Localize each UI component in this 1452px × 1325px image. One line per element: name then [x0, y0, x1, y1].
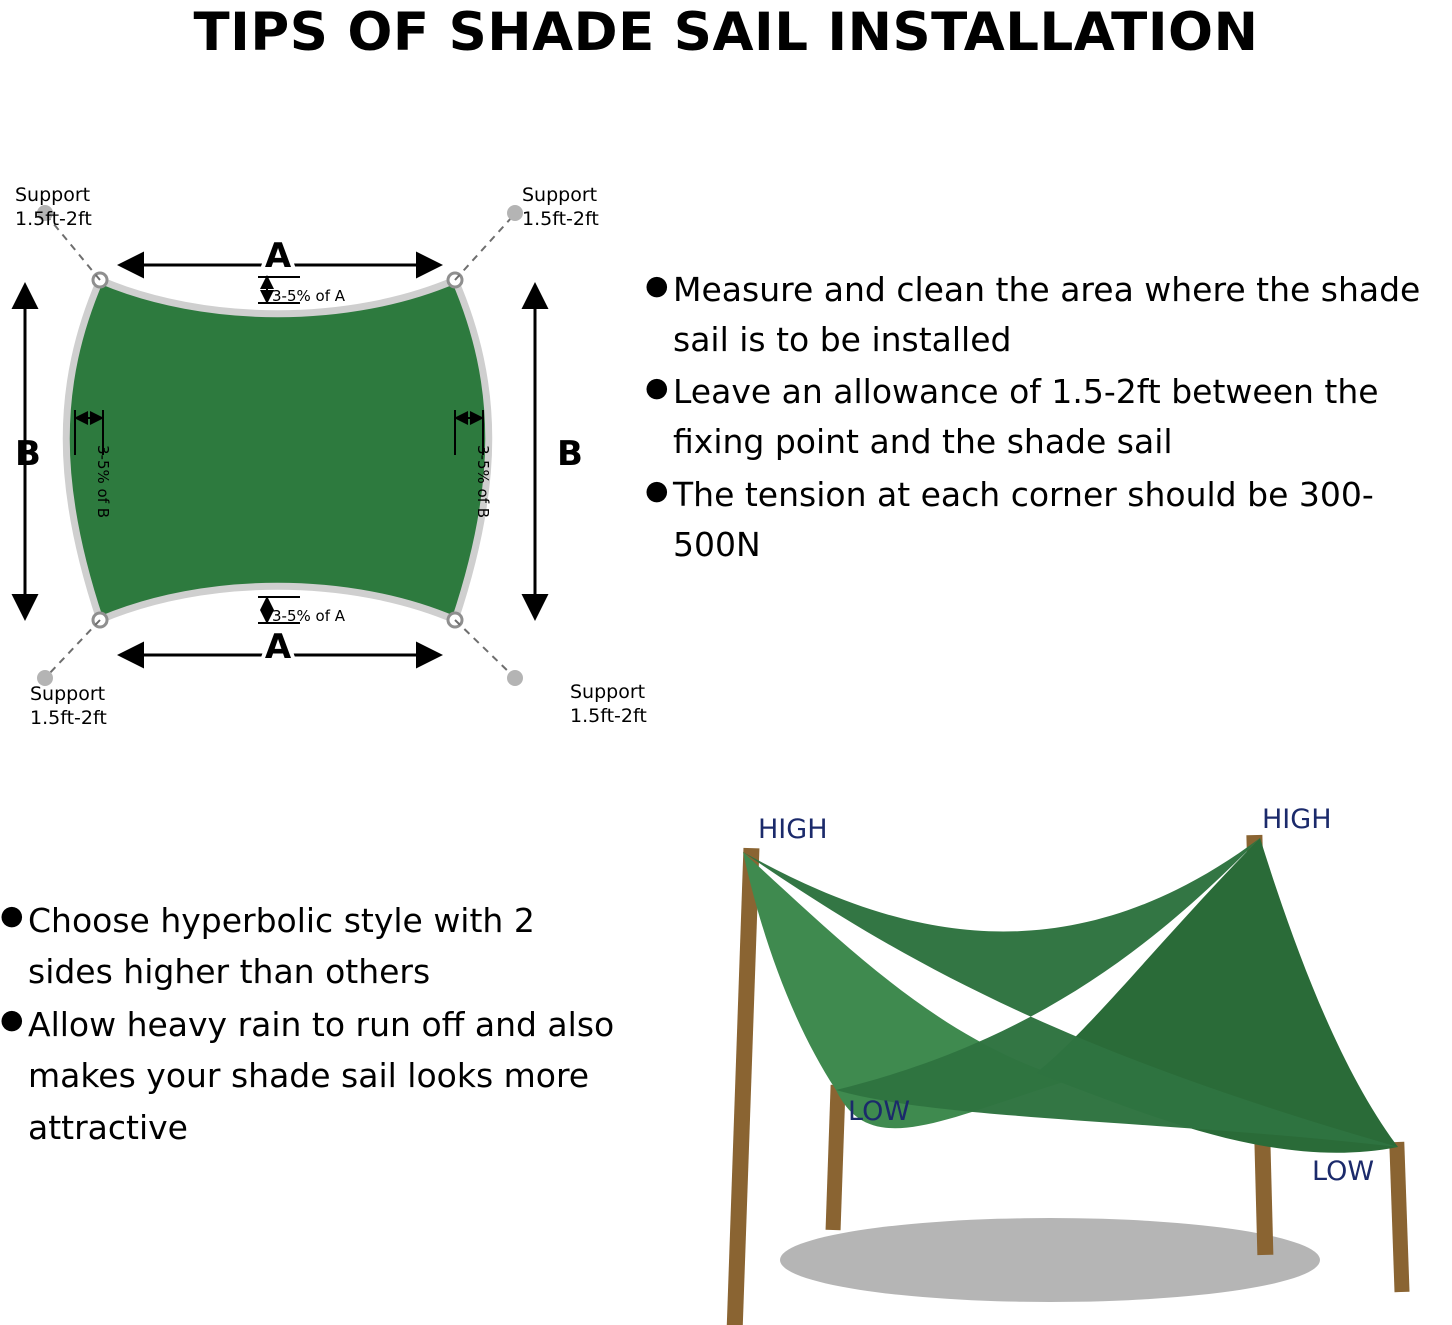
- list-item: [0, 895, 620, 997]
- bullet-icon: ●: [645, 372, 669, 404]
- list-item-text: Allow heavy rain to run off and also makes your shade sail looks more attractive: [28, 1005, 615, 1147]
- hyperbolic-shade-sail-diagram: [640, 790, 1452, 1325]
- list-item: [645, 470, 1452, 570]
- support-label-bottom-right-2: 1.5ft-2ft: [570, 705, 647, 727]
- page-title: TIPS OF SHADE SAIL INSTALLATION: [193, 2, 1259, 63]
- list-item: [645, 367, 1452, 467]
- curve-note-b-left: 3-5% of B: [94, 445, 112, 519]
- tips-list-bottom: [0, 895, 620, 1155]
- list-item-text: Measure and clean the area where the shade sail is to be installed: [673, 270, 1421, 360]
- ground-shadow: [780, 1218, 1320, 1302]
- list-item-text: Leave an allowance of 1.5-2ft between the fixing point and the shade sail: [673, 372, 1379, 462]
- dimension-b-left-label: B: [15, 434, 41, 474]
- label-low-right: LOW: [1312, 1156, 1375, 1187]
- support-label-top-left-2: 1.5ft-2ft: [15, 208, 92, 230]
- list-item-text: The tension at each corner should be 300-500N: [673, 474, 1374, 564]
- bullet-icon: ●: [645, 474, 669, 506]
- rectangular-shade-sail-diagram: [0, 155, 660, 735]
- curve-note-b-right: 3-5% of B: [474, 445, 492, 519]
- label-high-right: HIGH: [1262, 804, 1332, 835]
- bullet-icon: ●: [645, 270, 669, 301]
- support-label-top-left: Support: [15, 184, 91, 206]
- dimension-b-right-label: B: [557, 434, 583, 474]
- support-label-bottom-right: Support: [570, 681, 646, 703]
- list-item: [645, 265, 1452, 365]
- dimension-a-top-label: A: [264, 236, 292, 276]
- support-label-bottom-left: Support: [30, 683, 106, 705]
- tips-list-top: [645, 265, 1452, 572]
- dimension-a-bottom-label: A: [264, 627, 292, 667]
- bullet-icon: ●: [0, 1004, 24, 1036]
- list-item: [0, 999, 620, 1152]
- label-low-left: LOW: [848, 1096, 911, 1127]
- list-item-text: Choose hyperbolic style with 2 sides higher than others: [28, 901, 535, 992]
- bullet-icon: ●: [0, 900, 24, 931]
- curve-note-a-top: 3-5% of A: [272, 287, 346, 305]
- label-high-left: HIGH: [758, 814, 828, 845]
- support-label-top-right-2: 1.5ft-2ft: [522, 208, 599, 230]
- sail-shape: [66, 280, 489, 620]
- curve-note-a-bottom: 3-5% of A: [272, 607, 346, 625]
- support-label-bottom-left-2: 1.5ft-2ft: [30, 707, 107, 729]
- support-label-top-right: Support: [522, 184, 598, 206]
